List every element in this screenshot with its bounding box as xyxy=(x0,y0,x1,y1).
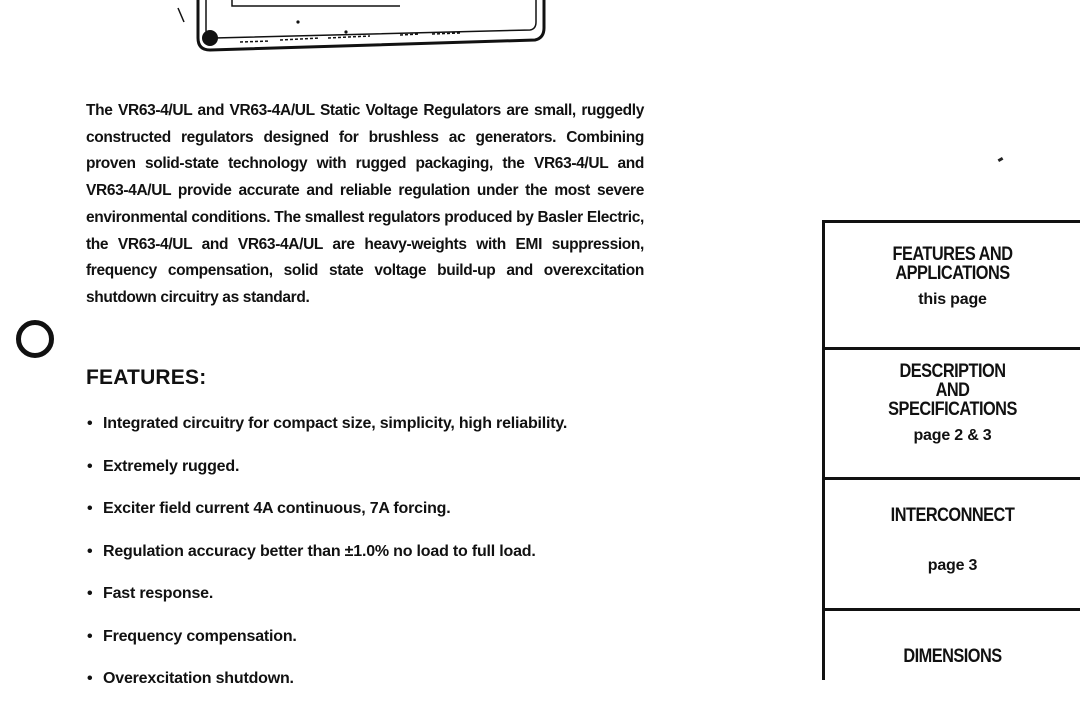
bullet-icon: • xyxy=(87,627,93,645)
product-illustration xyxy=(170,0,560,60)
index-section-page: page 2 & 3 xyxy=(913,427,992,444)
index-section-interconnect xyxy=(825,480,1080,611)
index-section-title: DIMENSIONS xyxy=(903,646,1002,667)
feature-item xyxy=(86,538,567,581)
index-section-features xyxy=(825,223,1080,350)
binder-hole xyxy=(16,320,54,358)
feature-text: Extremely rugged. xyxy=(103,457,240,475)
index-section-title: DESCRIPTION AND SPECIFICATIONS xyxy=(888,361,1017,420)
feature-text: Overexcitation shutdown. xyxy=(103,670,294,687)
feature-text: Exciter field current 4A continuous, 7A forcing. xyxy=(103,500,451,517)
bullet-icon: • xyxy=(87,542,93,560)
feature-text: Regulation accuracy better than ±1.0% no load to full load. xyxy=(103,542,536,560)
bullet-icon: • xyxy=(87,457,93,475)
features-list xyxy=(86,410,567,708)
index-section-page: page 3 xyxy=(927,557,978,574)
index-section-page: this page xyxy=(918,291,987,308)
feature-item xyxy=(86,623,567,666)
features-heading: FEATURES: xyxy=(86,366,207,389)
feature-item xyxy=(86,495,567,538)
feature-item xyxy=(86,665,567,708)
feature-text: Integrated circuitry for compact size, simplicity, high reliability. xyxy=(103,415,568,432)
bullet-icon: • xyxy=(87,585,93,602)
feature-item xyxy=(86,453,567,496)
feature-item xyxy=(86,410,567,453)
section-index xyxy=(822,220,1080,680)
index-section-description xyxy=(825,350,1080,480)
bullet-icon: • xyxy=(87,500,93,517)
index-section-dimensions xyxy=(825,611,1080,683)
intro-paragraph: The VR63-4/UL and VR63-4A/UL Static Voltage Regulators are small, ruggedly constructed regulators designed for brushless ac generators. Combining proven solid-state technology with rugged packaging, the VR63-4/UL and VR63-4A/UL provide accurate and reliable regulation under the most severe environmental conditions. The smallest regulators produced by Basler Electric, the VR63-4/UL and VR63-4A/UL are heavy-weights with EMI suppression, frequency compensation, solid state voltage build-up and overexcitation shutdown circuitry as standard. xyxy=(86,102,644,306)
bullet-icon: • xyxy=(87,415,93,432)
index-section-title: FEATURES AND APPLICATIONS xyxy=(892,244,1013,284)
feature-text: Fast response. xyxy=(103,585,214,602)
bullet-icon: • xyxy=(87,670,93,687)
scan-speck xyxy=(998,157,1004,162)
feature-text: Frequency compensation. xyxy=(103,627,297,645)
index-section-title: INTERCONNECT xyxy=(890,505,1015,526)
feature-item xyxy=(86,580,567,623)
